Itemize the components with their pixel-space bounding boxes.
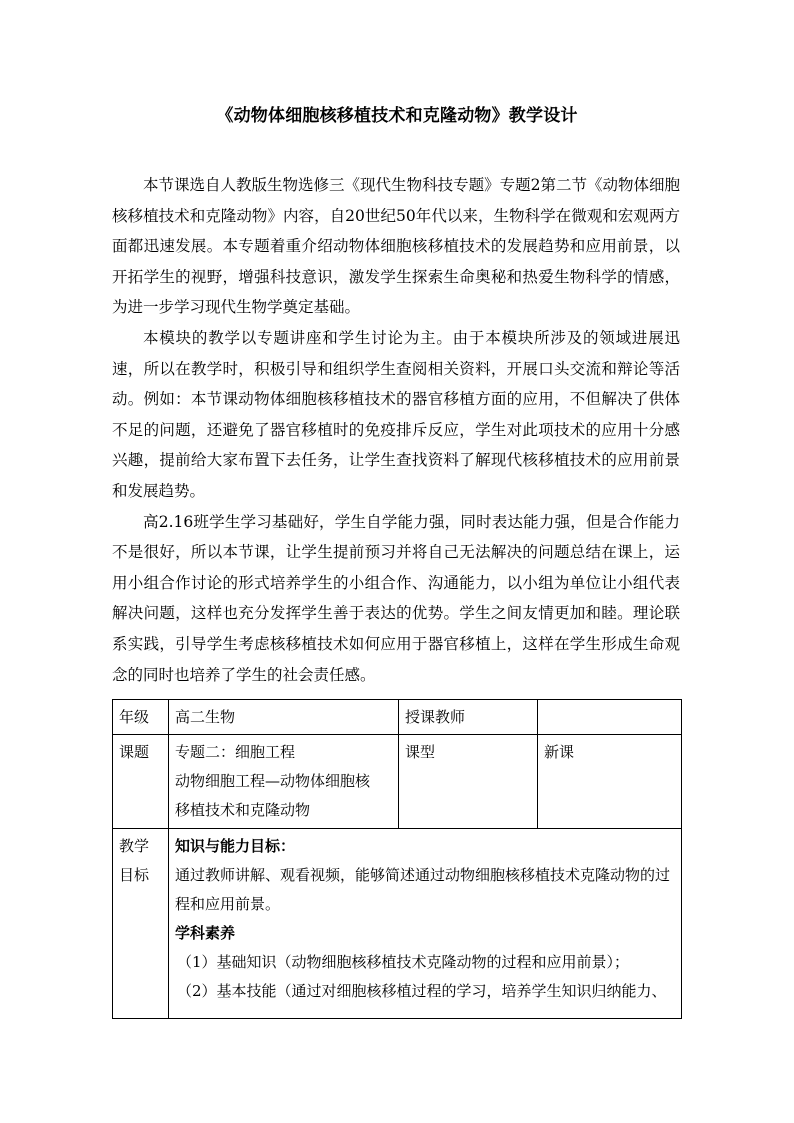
topic-line-3: 移植技术和克隆动物	[175, 801, 311, 819]
topic-value	[169, 735, 399, 829]
paragraph-student-analysis: 高2.16班学生学习基础好，学生自学能力强，同时表达能力强，但是合作能力不是很好，所以本节课，让学生提前预习并将自己无法解决的问题总结在课上，运用小组合作讨论的形式培养学生的小组合作、沟通能力，以小组为单位让小组代表解决问题，这样也充分发挥学生善于表达的优势。学生之间友情更加和睦。理论联系实践，引导学生考虑核移植技术如何应用于器官移植上，这样在学生形成生命观念的同时也培养了学生的社会责任感。	[112, 512, 680, 684]
table-row-topic	[113, 735, 682, 829]
topic-label: 课题	[113, 735, 169, 829]
topic-line-1: 专题二：细胞工程	[175, 743, 296, 761]
grade-value: 高二生物	[169, 700, 399, 735]
topic-line-2: 动物细胞工程—动物体细胞核	[175, 772, 371, 790]
teacher-label: 授课教师	[399, 700, 538, 735]
table-row-objectives	[113, 829, 682, 1019]
objectives-label-line-2: 目标	[119, 866, 150, 884]
objectives-content	[169, 829, 682, 1019]
knowledge-heading: 知识与能力目标：	[175, 837, 296, 855]
type-value: 新课	[538, 735, 682, 829]
objectives-label	[113, 829, 169, 1019]
literacy-heading: 学科素养	[175, 924, 236, 942]
document-body	[112, 170, 680, 690]
table-row-grade	[113, 700, 682, 735]
type-label: 课型	[399, 735, 538, 829]
literacy-item-1: （1）基础知识（动物细胞核移植技术克隆动物的过程和应用前景）；	[177, 953, 630, 971]
literacy-item-2: （2）基本技能（通过对细胞核移植过程的学习，培养学生知识归纳能力、	[177, 982, 667, 1000]
paragraph-teaching-method: 本模块的教学以专题讲座和学生讨论为主。由于本模块所涉及的领域进展迅速，所以在教学时，积极引导和组织学生查阅相关资料，开展口头交流和辩论等活动。例如：本节课动物体细胞核移植技术的器官移植方面的应用，不但解决了供体不足的问题，还避免了器官移植时的免疫排斥反应，学生对此项技术的应用十分感兴趣，提前给大家布置下去任务，让学生查找资料了解现代核移植技术的应用前景和发展趋势。	[112, 328, 680, 500]
lesson-info-table	[112, 699, 682, 1019]
teacher-value	[538, 700, 682, 735]
paragraph-intro: 本节课选自人教版生物选修三《现代生物科技专题》专题2第二节《动物体细胞核移植技术和克隆动物》内容，自20世纪50年代以来，生物科学在微观和宏观两方面都迅速发展。本专题着重介绍动物体细胞核移植技术的发展趋势和应用前景，以开拓学生的视野，增强科技意识，激发学生探索生命奥秘和热爱生物科学的情感，为进一步学习现代生物学奠定基础。	[112, 176, 680, 317]
knowledge-text: 通过教师讲解、观看视频，能够简述通过动物细胞核移植技术克隆动物的过程和应用前景。	[175, 866, 671, 913]
document-title: 《动物体细胞核移植技术和克隆动物》教学设计	[216, 106, 578, 126]
objectives-label-line-1: 教学	[119, 837, 150, 855]
grade-label: 年级	[113, 700, 169, 735]
